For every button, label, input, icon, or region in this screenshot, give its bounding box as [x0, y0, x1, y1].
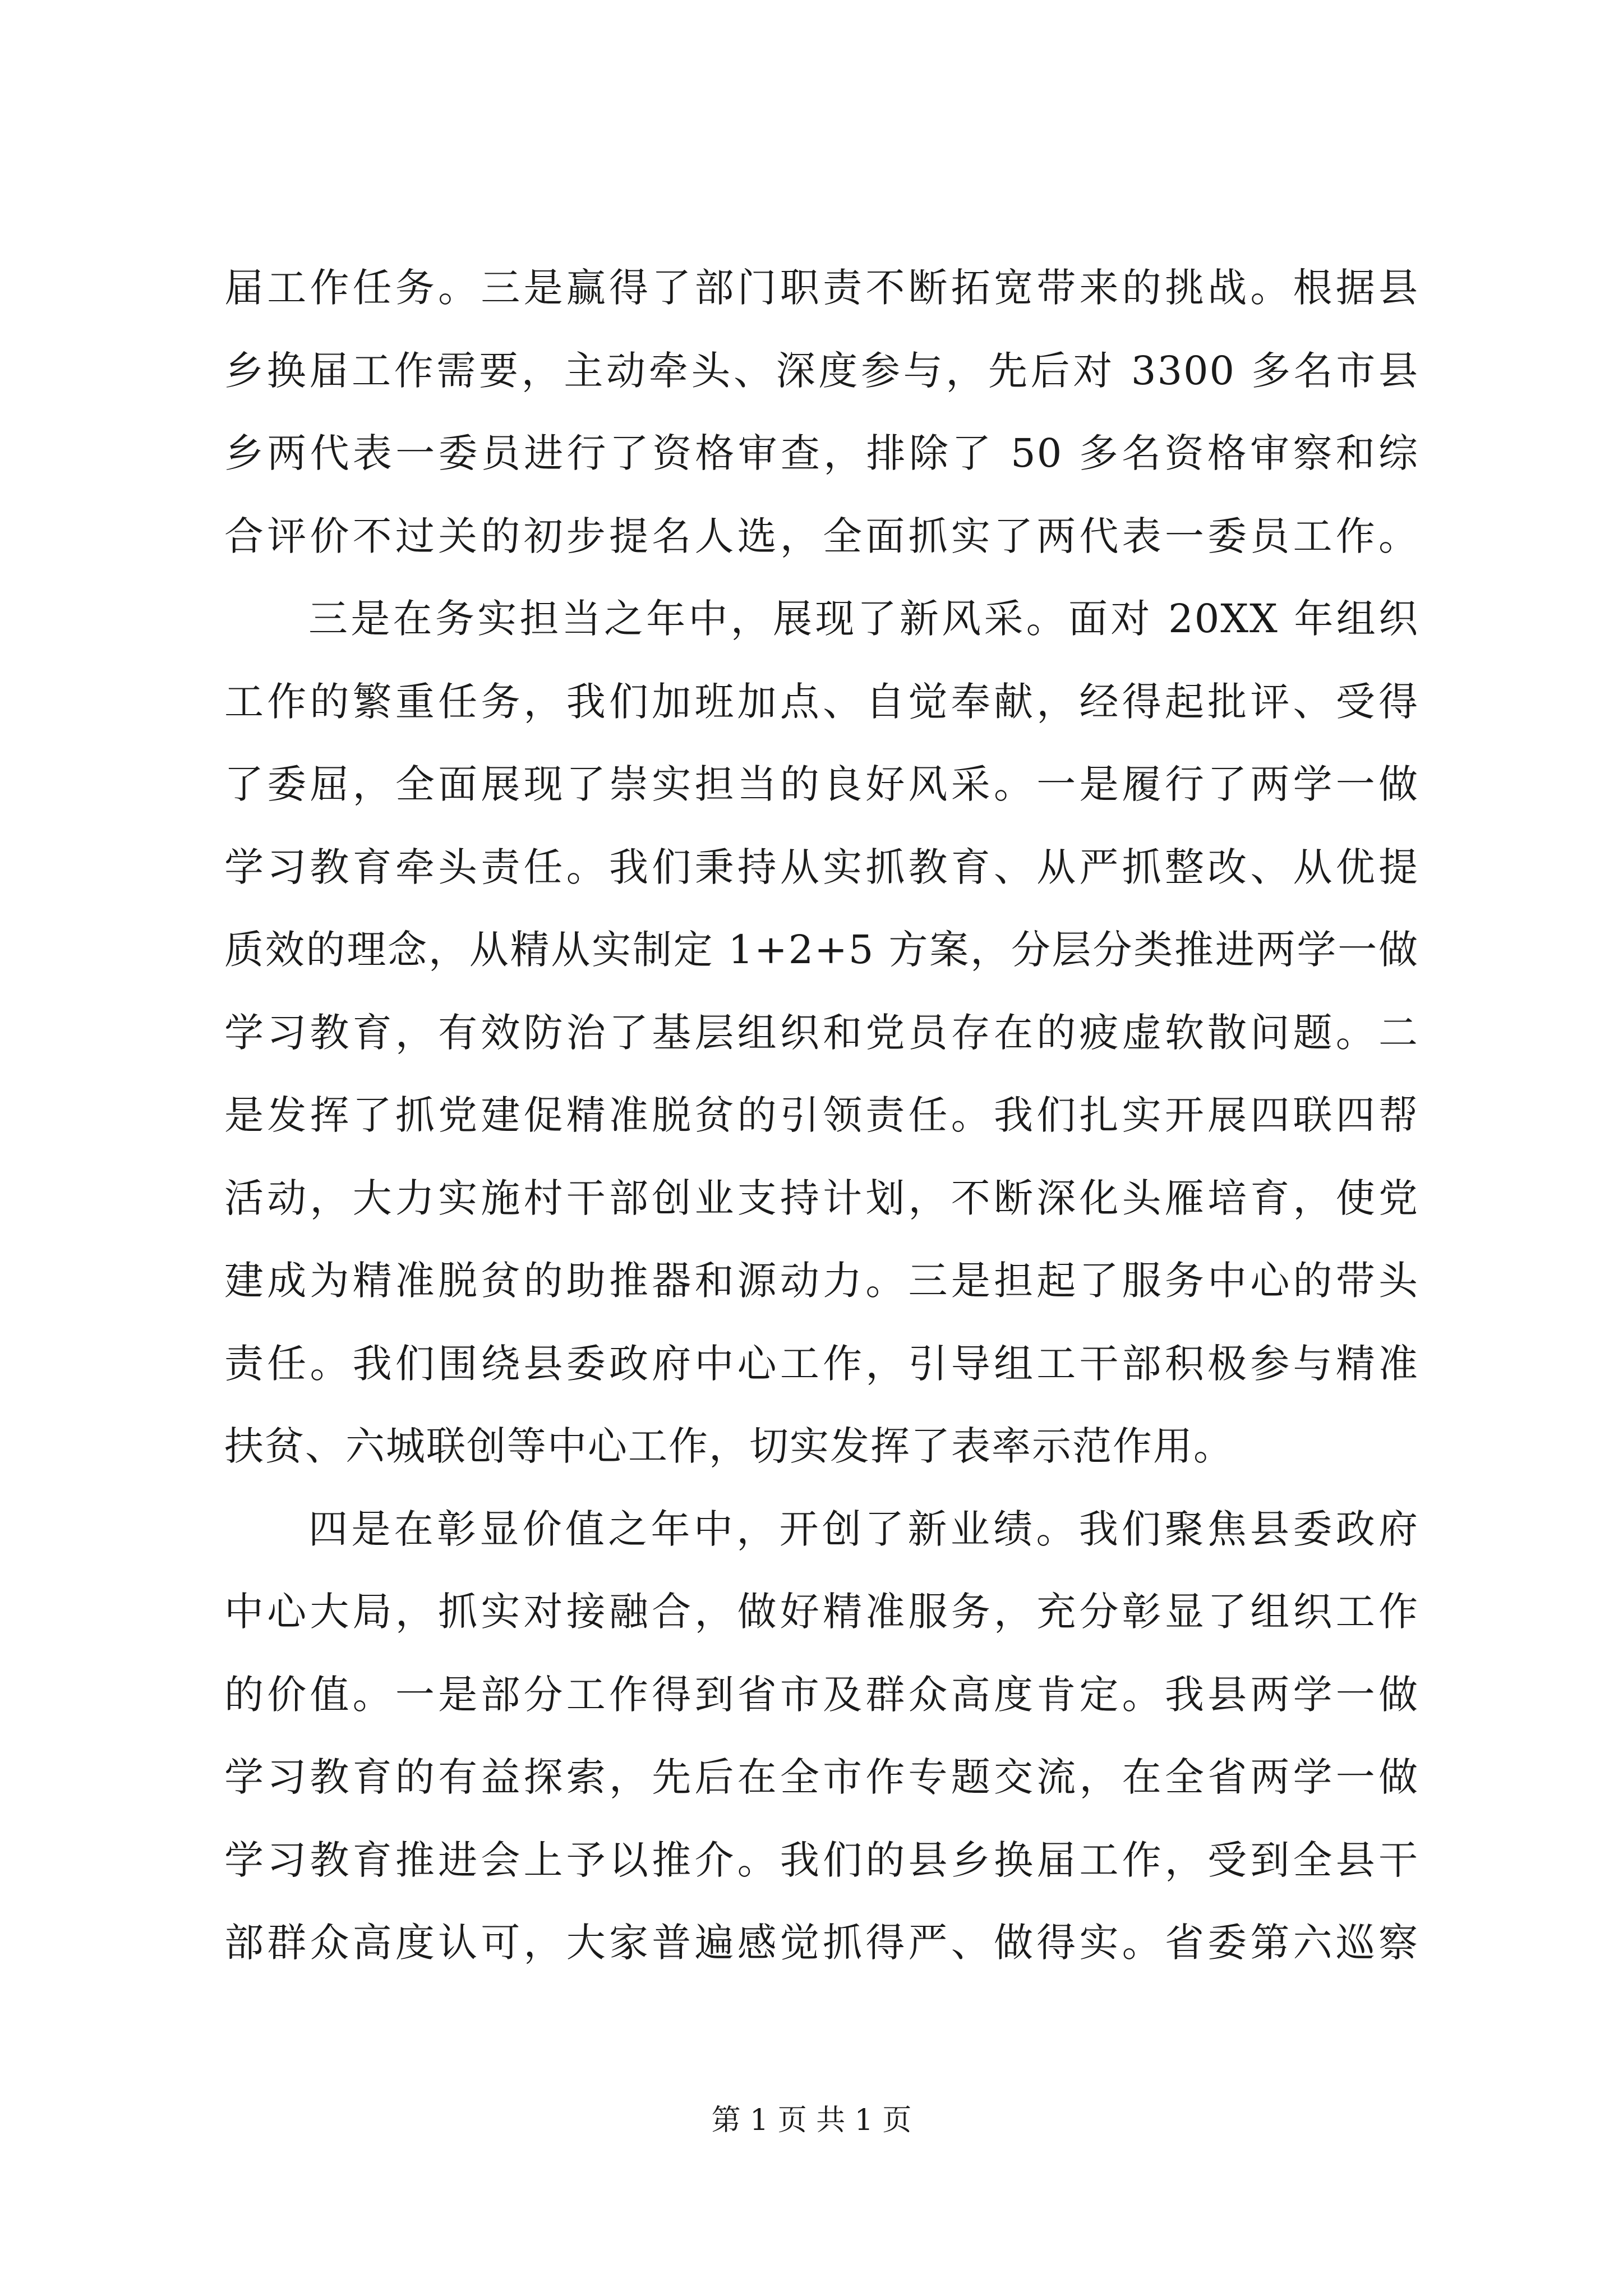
text-line: 活动，大力实施村干部创业支持计划，不断深化头雁培育，使党: [224, 1175, 1419, 1221]
text-line: 是发挥了抓党建促精准脱贫的引领责任。我们扎实开展四联四帮: [224, 1092, 1419, 1138]
text-line: 责任。我们围绕县委政府中心工作，引导组工干部积极参与精准: [224, 1340, 1419, 1387]
text-line: 乡两代表一委员进行了资格审查，排除了 50 多名资格审察和综: [224, 430, 1419, 476]
text-line: 中心大局，抓实对接融合，做好精准服务，充分彰显了组织工作: [224, 1589, 1419, 1635]
paragraph-first-line: 三是在务实担当之年中，展现了新风采。面对 20XX 年组织: [308, 596, 1419, 642]
text-line: 的价值。一是部分工作得到省市及群众高度肯定。我县两学一做: [224, 1671, 1419, 1718]
text-line: 了委屈，全面展现了崇实担当的良好风采。一是履行了两学一做: [224, 761, 1419, 807]
text-line: 部群众高度认可，大家普遍感觉抓得严、做得实。省委第六巡察: [224, 1920, 1419, 1966]
text-line: 合评价不过关的初步提名人选，全面抓实了两代表一委员工作。: [224, 513, 1419, 559]
text-line: 工作的繁重任务，我们加班加点、自觉奉献，经得起批评、受得: [224, 678, 1419, 725]
paragraph-first-line: 四是在彰显价值之年中，开创了新业绩。我们聚焦县委政府: [308, 1506, 1419, 1552]
text-line: 扶贫、六城联创等中心工作，切实发挥了表率示范作用。: [224, 1423, 1234, 1469]
text-line: 学习教育，有效防治了基层组织和党员存在的疲虚软散问题。二: [224, 1009, 1419, 1056]
body-text: [224, 247, 1419, 1985]
text-line: 届工作任务。三是赢得了部门职责不断拓宽带来的挑战。根据县: [224, 265, 1419, 311]
page-footer: 第 1 页 共 1 页: [711, 2104, 912, 2137]
text-line: 学习教育牵头责任。我们秉持从实抓教育、从严抓整改、从优提: [224, 844, 1419, 890]
text-line: 乡换届工作需要，主动牵头、深度参与，先后对 3300 多名市县: [224, 347, 1419, 394]
text-line: 建成为精准脱贫的助推器和源动力。三是担起了服务中心的带头: [224, 1258, 1419, 1304]
text-line: 质效的理念，从精从实制定 1+2+5 方案，分层分类推进两学一做: [224, 927, 1419, 973]
text-line: 学习教育的有益探索，先后在全市作专题交流，在全省两学一做: [224, 1754, 1419, 1800]
text-line: 学习教育推进会上予以推介。我们的县乡换届工作，受到全县干: [224, 1837, 1419, 1883]
